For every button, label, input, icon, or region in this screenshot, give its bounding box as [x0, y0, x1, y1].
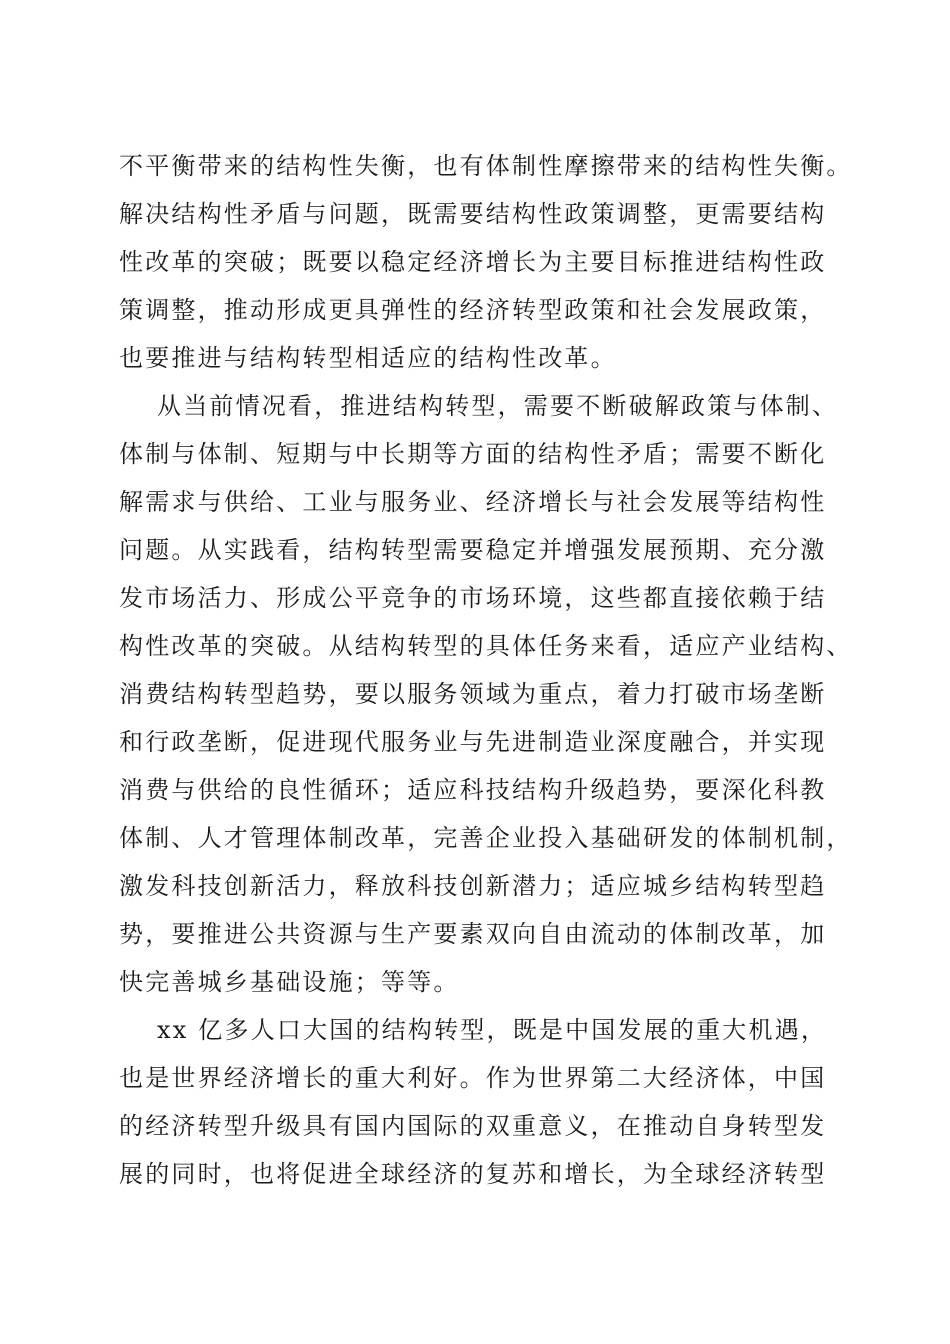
text-line: 也要推进与结构转型相适应的结构性改革。: [119, 344, 617, 372]
document-body: [119, 142, 853, 1198]
text-line: 的经济转型升级具有国内国际的双重意义，在推动自身转型发: [119, 1112, 827, 1140]
text-line: 快完善城乡基础设施；等等。: [119, 968, 460, 996]
paragraph-3: [119, 1006, 849, 1198]
text-line: 势，要推进公共资源与生产要素双向自由流动的体制改革，加: [119, 920, 827, 948]
text-line: 体制与体制、短期与中长期等方面的结构性矛盾；需要不断化: [119, 440, 827, 468]
text-line-indented: 从当前情况看，推进结构转型，需要不断破解政策与体制、: [157, 392, 839, 420]
paragraph-2: [119, 382, 853, 1006]
text-line: 解需求与供给、工业与服务业、经济增长与社会发展等结构性: [119, 488, 827, 516]
text-line: 消费与供给的良性循环；适应科技结构升级趋势，要深化科教: [119, 776, 827, 804]
text-line: 和行政垄断，促进现代服务业与先进制造业深度融合，并实现: [119, 728, 827, 756]
paragraph-1: [119, 142, 853, 382]
text-line: 体制、人才管理体制改革，完善企业投入基础研发的体制机制，: [119, 824, 853, 852]
text-line: 展的同时，也将促进全球经济的复苏和增长，为全球经济转型: [119, 1160, 827, 1188]
text-line: 构性改革的突破。从结构转型的具体任务来看，适应产业结构、: [119, 632, 853, 660]
text-line: 消费结构转型趋势，要以服务领域为重点，着力打破市场垄断: [119, 680, 827, 708]
text-line: 不平衡带来的结构性失衡，也有体制性摩擦带来的结构性失衡。: [119, 152, 853, 180]
text-line: 解决结构性矛盾与问题，既需要结构性政策调整，更需要结构: [119, 200, 827, 228]
text-line: 策调整，推动形成更具弹性的经济转型政策和社会发展政策，: [119, 296, 827, 324]
text-line-indented: xx 亿多人口大国的结构转型，既是中国发展的重大机遇，: [157, 1016, 828, 1044]
text-line: 激发科技创新活力，释放科技创新潜力；适应城乡结构转型趋: [119, 872, 827, 900]
text-line: 发市场活力、形成公平竞争的市场环境，这些都直接依赖于结: [119, 584, 827, 612]
text-line: 性改革的突破；既要以稳定经济增长为主要目标推进结构性政: [119, 248, 827, 276]
text-line: 问题。从实践看，结构转型需要稳定并增强发展预期、充分激: [119, 536, 827, 564]
text-line: 也是世界经济增长的重大利好。作为世界第二大经济体，中国: [119, 1064, 827, 1092]
